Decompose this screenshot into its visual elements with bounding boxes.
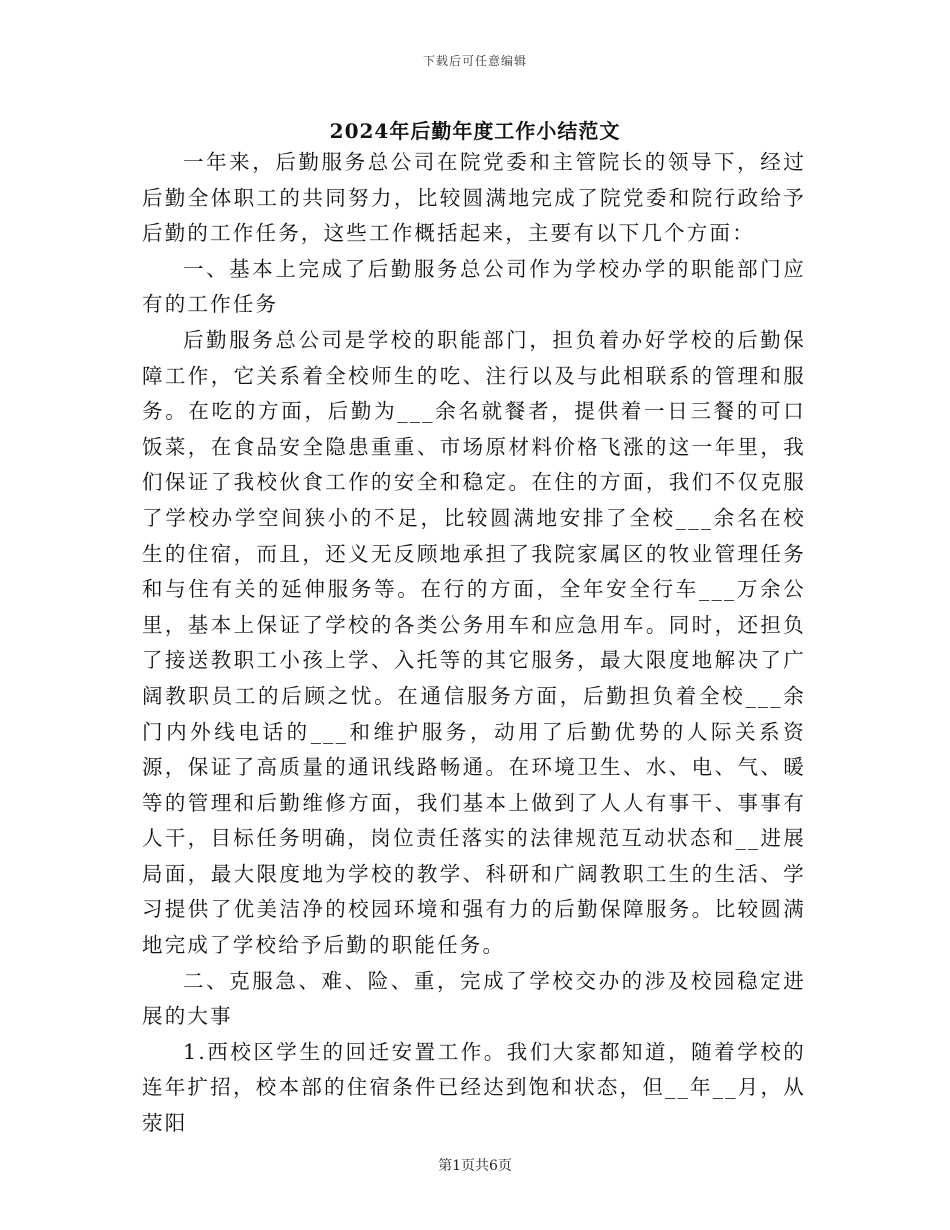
paragraph-section-one-body: 后勤服务总公司是学校的职能部门，担负着办好学校的后勤保障工作，它关系着全校师生的吃、注行以及与此相联系的管理和服务。在吃的方面，后勤为___余名就餐者，提供着一日三餐的可口饭菜，在食品安全隐患重重、市场原材料价格飞涨的这一年里，我们保证了我校伙食工作的安全和稳定。在住的方面，我们不仅克服了学校办学空间狭小的不足，比较圆满地安排了全校___余名在校生的住宿，而且，还义无反顾地承担了我院家属区的牧业管理任务和与住有关的延伸服务等。在行的方面，全年安全行车___万余公里，基本上保证了学校的各类公务用车和应急用车。同时，还担负了接送教职工小孩上学、入托等的其它服务，最大限度地解决了广阔教职员工的后顾之忧。在通信服务方面，后勤担负着全校___余门内外线电话的___和维护服务，动用了后勤优势的人际关系资源，保证了高质量的通讯线路畅通。在环境卫生、水、电、气、暖等的管理和后勤维修方面，我们基本上做到了人人有事干、事事有人干，目标任务明确，岗位责任落实的法律规范互动状态和__进展局面，最大限度地为学校的教学、科研和广阔教职工生的生活、学习提供了优美洁净的校园环境和强有力的后勤保障服务。比较圆满地完成了学校给予后勤的职能任务。 bbox=[142, 327, 806, 958]
paragraph-section-two-heading: 二、克服急、难、险、重，完成了学校交办的涉及校园稳定进展的大事 bbox=[142, 968, 806, 1029]
page-number-footer: 第1页共6页 bbox=[438, 1158, 512, 1174]
paragraph-section-one-heading: 一、基本上完成了后勤服务总公司作为学校办学的职能部门应有的工作任务 bbox=[142, 256, 806, 317]
document-title: 2024年后勤年度工作小结范文 bbox=[329, 119, 621, 143]
paragraph-section-two-item-one: 1.西校区学生的回迁安置工作。我们大家都知道，随着学校的连年扩招，校本部的住宿条件已经达到饱和状态，但__年__月，从荥阳 bbox=[142, 1039, 806, 1136]
document-body bbox=[142, 145, 806, 1142]
paragraph-intro: 一年来，后勤服务总公司在院党委和主管院长的领导下，经过后勤全体职工的共同努力，比较圆满地完成了院党委和院行政给予后勤的工作任务，这些工作概括起来，主要有以下几个方面： bbox=[142, 150, 806, 246]
header-note: 下载后可任意编辑 bbox=[422, 54, 527, 68]
